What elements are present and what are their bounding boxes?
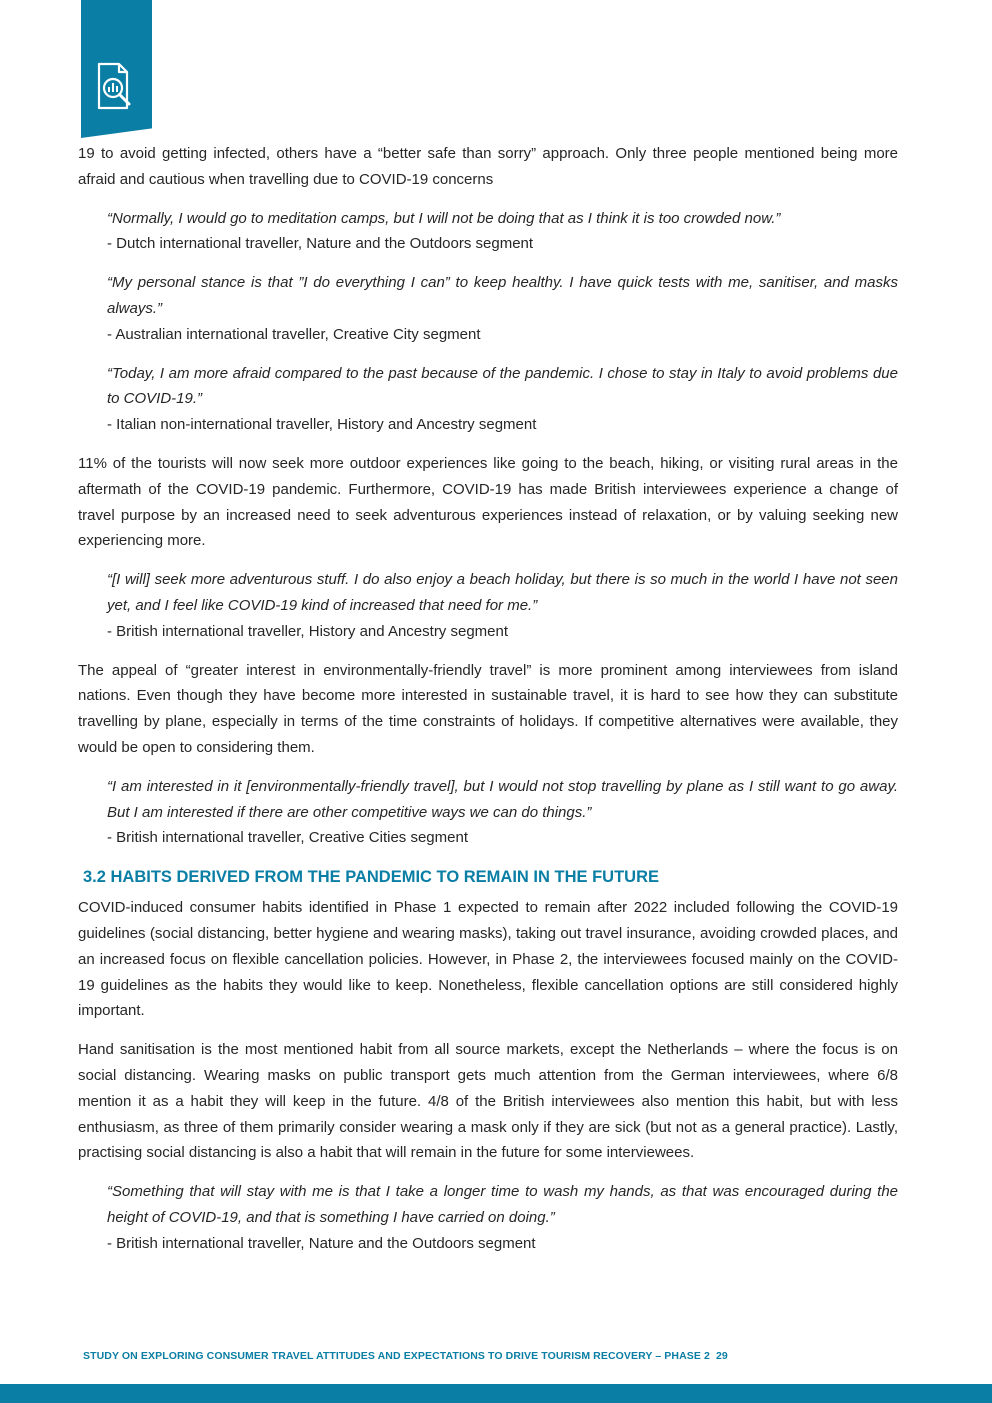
quote-block: [107, 1179, 898, 1256]
quote-block: [107, 206, 898, 258]
quote-text: “Today, I am more afraid compared to the past because of the pandemic. I chose to stay in Italy to avoid problems due to COVID-19.”: [107, 364, 898, 408]
quote-text: “Normally, I would go to meditation camps, but I will not be doing that as I think it is too crowded now.”: [107, 209, 781, 227]
section-heading: 3.2 HABITS DERIVED FROM THE PANDEMIC TO REMAIN IN THE FUTURE: [83, 868, 660, 887]
quote-attribution: - British international traveller, Nature and the Outdoors segment: [107, 1234, 536, 1252]
quote-text: “[I will] seek more adventurous stuff. I do also enjoy a beach holiday, but there is so much in the world I have not seen yet, and I feel like COVID-19 kind of increased that need for me.”: [107, 571, 898, 614]
body-paragraph: COVID-induced consumer habits identified in Phase 1 expected to remain after 2022 included following the COVID-19 guidelines (social distancing, better hygiene and wearing masks), taking out travel insurance, avoiding crowded places, and an increased focus on flexible cancellation policies. However, in Phase 2, the interviewees focused mainly on the COVID-19 guidelines as the habits they would like to keep. Nonetheless, flexible cancellation options are still considered highly important.: [78, 899, 898, 1020]
page-content: [78, 141, 898, 1269]
quote-attribution: - Dutch international traveller, Nature and the Outdoors segment: [107, 235, 534, 253]
quote-block: [107, 774, 898, 851]
quote-block: [107, 361, 898, 438]
footer-band: [0, 1384, 992, 1403]
quote-attribution: - Australian international traveller, Creative City segment: [107, 325, 481, 343]
quote-text: “My personal stance is that ”I do everything I can” to keep healthy. I have quick tests with me, sanitiser, and masks always.”: [107, 274, 898, 317]
body-paragraph: 19 to avoid getting infected, others have a “better safe than sorry” approach. Only three people mentioned being more afraid and cautious when travelling due to COVID-19 concerns: [78, 145, 898, 188]
quote-attribution: - British international traveller, Creative Cities segment: [107, 829, 468, 847]
footer: [83, 1350, 728, 1362]
document-analytics-icon: [95, 62, 135, 112]
body-paragraph: 11% of the tourists will now seek more outdoor experiences like going to the beach, hiking, or visiting rural areas in the aftermath of the COVID-19 pandemic. Furthermore, COVID-19 has made British interviewees experience a change of travel purpose by an increased need to seek adventurous experiences instead of relaxation, or by valuing seeking new experiencing more.: [78, 454, 898, 550]
quote-text: “Something that will stay with me is that I take a longer time to wash my hands, as that was encouraged during the height of COVID-19, and that is something I have carried on doing.”: [107, 1183, 898, 1226]
header-ribbon: [81, 0, 152, 138]
quote-block: [107, 270, 898, 347]
body-paragraph: The appeal of “greater interest in environmentally-friendly travel” is more prominent among interviewees from island nations. Even though they have become more interested in sustainable travel, it is hard to see how they can substitute travelling by plane, especially in terms of the time constraints of holidays. If competitive alternatives were available, they would be open to considering them.: [78, 661, 898, 756]
body-paragraph: Hand sanitisation is the most mentioned habit from all source markets, except the Netherlands – where the focus is on social distancing. Wearing masks on public transport gets much attention from the German interviewees, where 6/8 mention it as a habit they will keep in the future. 4/8 of the British interviewees also mention this habit, but with less enthusiasm, as three of them primarily consider wearing a mask only if they are sick (but not as a general practice). Lastly, practising social distancing is also a habit that will remain in the future for some interviewees.: [78, 1041, 898, 1162]
quote-text: “I am interested in it [environmentally-friendly travel], but I would not stop travelling by plane as I still want to go away. But I am interested if there are other competitive ways we can do things.”: [107, 777, 898, 821]
page-number: 29: [715, 1350, 728, 1362]
footer-title: STUDY ON EXPLORING CONSUMER TRAVEL ATTITUDES AND EXPECTATIONS TO DRIVE TOURISM RECOVERY – PHASE 2: [83, 1350, 710, 1362]
quote-attribution: - British international traveller, History and Ancestry segment: [107, 622, 509, 640]
quote-attribution: - Italian non-international traveller, History and Ancestry segment: [107, 416, 537, 434]
quote-block: [107, 567, 898, 644]
